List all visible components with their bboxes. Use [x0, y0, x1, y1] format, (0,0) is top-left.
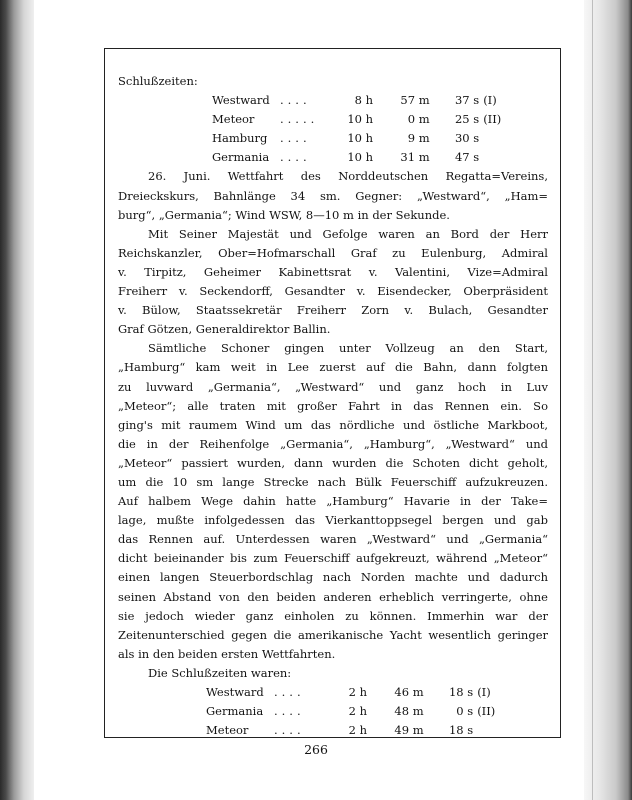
- result-row: Meteor ..... 10 h 0 m 25 s (II): [212, 110, 548, 129]
- text-line: ging's mit raumem Wind um das nördliche und östliche Markboot,: [118, 417, 548, 432]
- result-row: Germania .... 2 h 48 m 0 s (II): [206, 702, 548, 721]
- text-line: Sämtliche Schoner gingen unter Vollzeug an den Start,: [148, 341, 548, 356]
- paragraph-race-info: [118, 167, 548, 224]
- outro-label: Die Schlußzeiten waren:: [148, 665, 292, 680]
- result-row: Westward .... 8 h 57 m 37 s (I): [212, 91, 548, 110]
- text-line: die in der Reihenfolge „Germania“, „Hamburg“, „Westward“ und: [118, 436, 548, 451]
- intro-results-table: [118, 91, 548, 167]
- boat-name: Westward: [206, 685, 264, 699]
- text-line: dicht beieinander bis zum Feuerschiff aufgekreuzt, während „Meteor“: [118, 551, 548, 566]
- outro-results-table: [118, 683, 548, 740]
- text-line: einen langen Steuerbordschlag nach Norden machte und dadurch: [118, 570, 548, 585]
- result-row: Germania .... 10 h 31 m 47 s: [212, 148, 548, 167]
- page-number: 266: [304, 742, 328, 757]
- text-line: um die 10 sm lange Strecke nach Bülk Feuerschiff aufzukreuzen.: [118, 474, 548, 489]
- result-row: Hamburg .... 10 h 9 m 30 s: [212, 129, 548, 148]
- text-line: Dreieckskurs, Bahnlänge 34 sm. Gegner: „Westward“, „Ham=: [118, 188, 548, 203]
- text-line: v. Tirpitz, Geheimer Kabinettsrat v. Valentini, Vize=Admiral: [118, 264, 548, 279]
- paragraph-race-report: [118, 339, 548, 664]
- text-line: sie jedoch wieder ganz einholen zu können. Immerhin war der: [118, 608, 548, 623]
- text-line: seinen Abstand von den beiden anderen erheblich verringerte, ohne: [118, 589, 548, 604]
- text-line: burg“, „Germania“; Wind WSW, 8—10 m in der Sekunde.: [118, 207, 450, 222]
- boat-name: Meteor: [212, 112, 255, 127]
- next-page-edge: [584, 0, 632, 800]
- text-line: „Meteor“; alle traten mit großer Fahrt in das Rennen ein. So: [118, 398, 548, 413]
- text-line: als in den beiden ersten Wettfahrten.: [118, 646, 336, 661]
- boat-name: Germania: [206, 704, 264, 719]
- text-line: zu luvward „Germania“, „Westward“ und ganz hoch in Luv: [118, 379, 548, 394]
- text-line: Freiherr v. Seckendorff, Gesandter v. Eisendecker, Oberpräsident: [118, 284, 548, 299]
- text-line: das Rennen auf. Unterdessen waren „Westward“ und „Germania“: [118, 532, 548, 547]
- text-line: 26. Juni. Wettfahrt des Norddeutschen Regatta=Vereins,: [148, 169, 548, 184]
- page-text: [118, 72, 548, 740]
- text-line: Auf halbem Wege dahin hatte „Hamburg“ Havarie in der Take=: [118, 494, 548, 509]
- text-line: „Hamburg“ kam weit in Lee zuerst auf die Bahn, dann folgten: [118, 360, 548, 375]
- result-row: Westward .... 2 h 46 m 18 s (I): [206, 683, 548, 702]
- text-line: Reichskanzler, Ober=Hofmarschall Graf zu Eulenburg, Admiral: [118, 245, 548, 260]
- boat-name: Westward: [212, 93, 270, 108]
- text-line: Zeitenunterschied gegen die amerikanische Yacht wesentlich geringer: [118, 627, 548, 642]
- result-row: Meteor .... 2 h 49 m 18 s: [206, 721, 548, 740]
- intro-label: Schlußzeiten:: [118, 74, 198, 88]
- text-line: v. Bülow, Staatssekretär Freiherr Zorn v. Bulach, Gesandter: [118, 303, 548, 318]
- boat-name: Germania: [212, 150, 270, 165]
- paragraph-guests: [118, 225, 548, 340]
- boat-name: Hamburg: [212, 131, 268, 146]
- boat-name: Meteor: [206, 723, 249, 738]
- text-line: „Meteor“ passiert wurden, dann wurden die Schoten dicht geholt,: [118, 455, 548, 470]
- text-line: lage, mußte infolgedessen das Vierkanttoppsegel bergen und gab: [118, 513, 548, 528]
- book-gutter-shadow: [0, 0, 34, 800]
- text-line: Graf Götzen, Generaldirektor Ballin.: [118, 322, 331, 337]
- text-line: Mit Seiner Majestät und Gefolge waren an Bord der Herr: [148, 226, 548, 241]
